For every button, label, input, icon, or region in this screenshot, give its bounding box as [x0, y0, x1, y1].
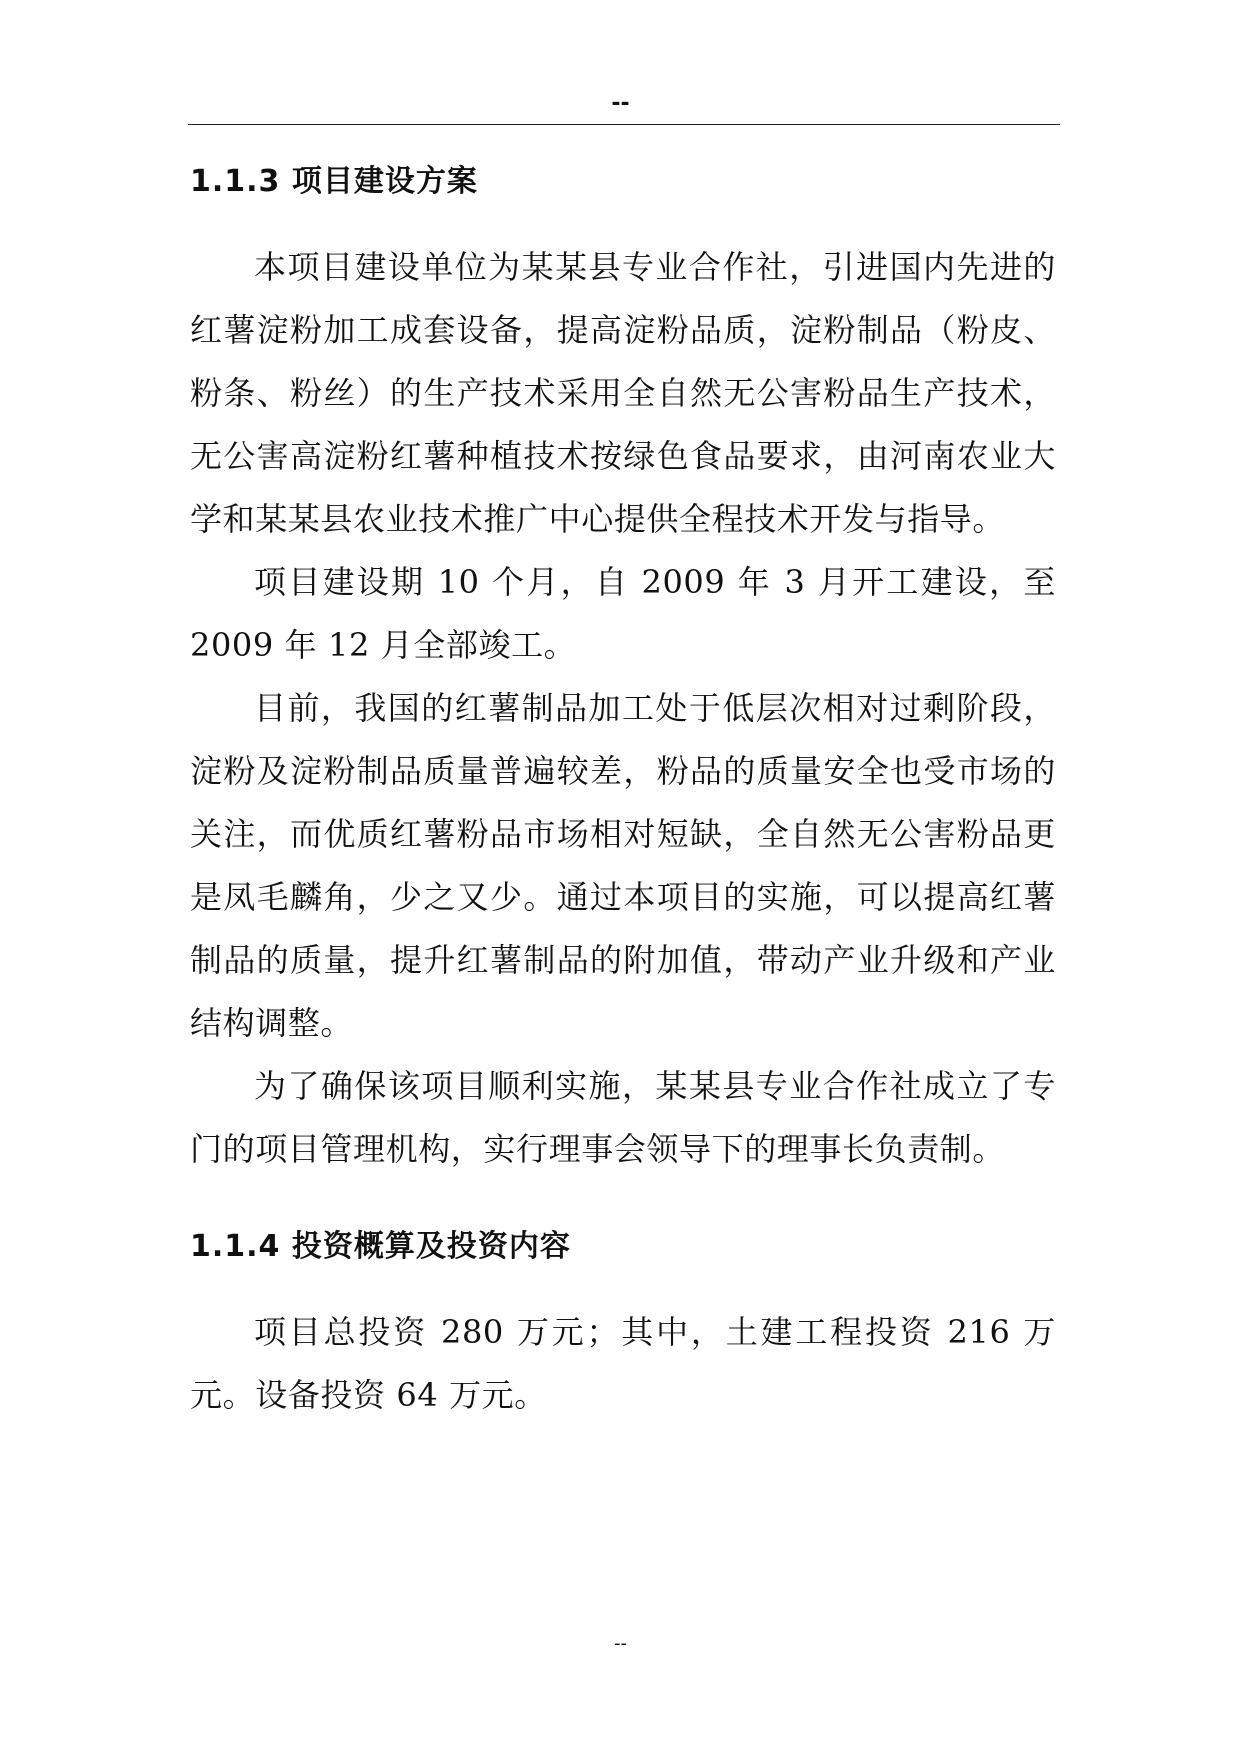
paragraph: 项目总投资 280 万元；其中，土建工程投资 216 万元。设备投资 64 万元。: [190, 1313, 1056, 1414]
page-header-mark: --: [611, 91, 630, 116]
section-heading: 1.1.3 项目建设方案: [190, 164, 478, 199]
paragraph: 项目建设期 10 个月，自 2009 年 3 月开工建设，至 2009 年 12 月全部竣工。: [190, 563, 1056, 664]
paragraph: 为了确保该项目顺利实施，某某县专业合作社成立了专门的项目管理机构，实行理事会领导下的理事长负责制。: [190, 1067, 1056, 1168]
section-1-1-3: [190, 162, 1056, 1181]
page-footer-mark: --: [614, 1633, 627, 1654]
section-heading: 1.1.4 投资概算及投资内容: [190, 1229, 571, 1264]
header-rule: [188, 124, 1060, 125]
page-content: [190, 150, 1056, 1427]
section-1-1-4: [190, 1227, 1056, 1427]
paragraph: 本项目建设单位为某某县专业合作社，引进国内先进的红薯淀粉加工成套设备，提高淀粉品质，淀粉制品（粉皮、粉条、粉丝）的生产技术采用全自然无公害粉品生产技术，无公害高淀粉红薯种植技术按绿色食品要求，由河南农业大学和某某县农业技术推广中心提供全程技术开发与指导。: [190, 248, 1056, 538]
paragraph: 目前，我国的红薯制品加工处于低层次相对过剩阶段，淀粉及淀粉制品质量普遍较差，粉品的质量安全也受市场的关注，而优质红薯粉品市场相对短缺，全自然无公害粉品更是凤毛麟角，少之又少。通过本项目的实施，可以提高红薯制品的质量，提升红薯制品的附加值，带动产业升级和产业结构调整。: [190, 689, 1056, 1042]
